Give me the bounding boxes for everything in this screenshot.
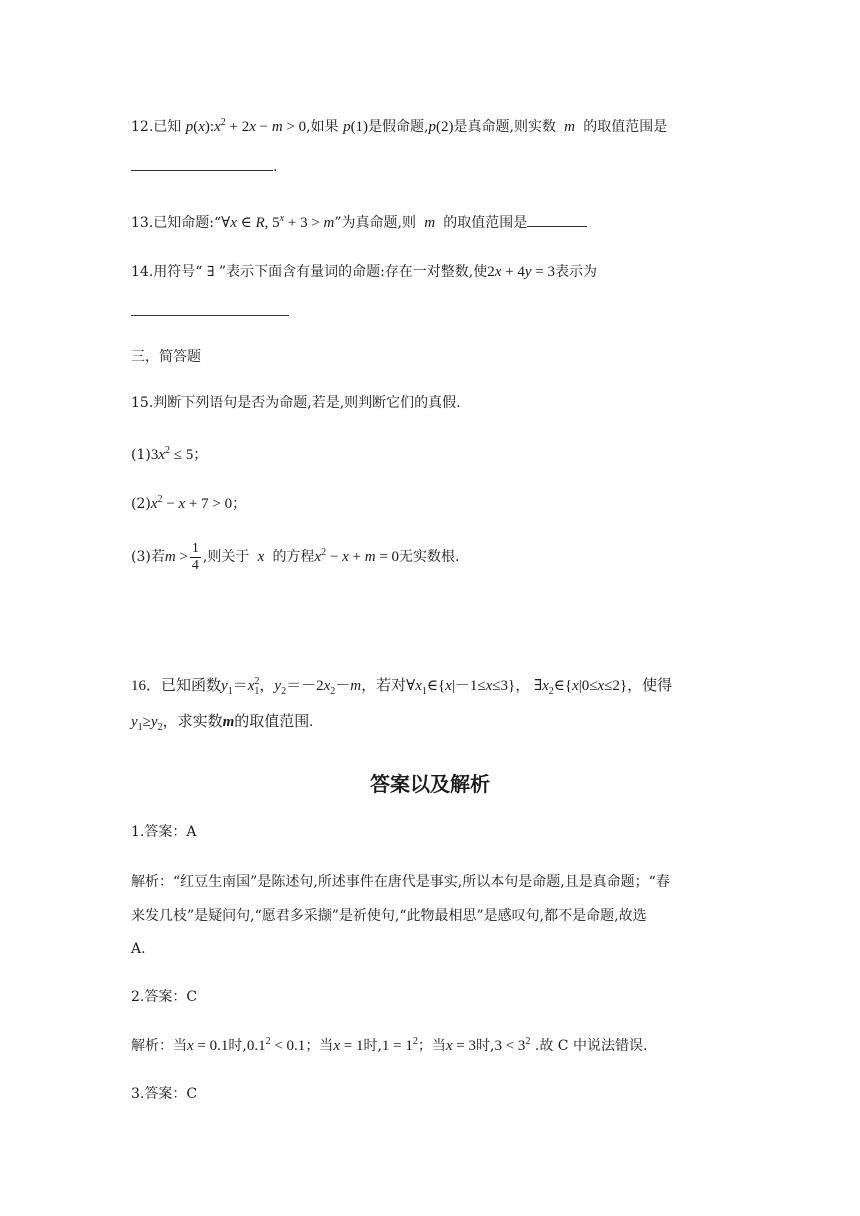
fraction: $\frac{1}{4}$ [191, 541, 199, 574]
math-expression: $3x^2 \le 5$ [150, 445, 194, 463]
answer-blank-row [131, 301, 289, 322]
question-text: 已知 [153, 119, 182, 135]
question-15-part-2: $(2)x^2 - x + 7 > 0$； [131, 494, 247, 512]
math-expression: $x^2 - x + 7 > 0$ [150, 494, 233, 512]
math-expression: $y_1=x^2_1$，$y_2=-2x_2-m$ [221, 676, 362, 697]
math-expression: m > $\frac{1}{4}$ [164, 541, 199, 574]
answer-1-label: 1.答案：A [131, 824, 197, 840]
math-expression: p(1) [343, 119, 369, 135]
math-expression: x = 1 [333, 1038, 364, 1054]
question-13: 13.已知命题:“∀x ∈ R, $5^x + 3 > m$”为真命题,则 m 的取值范围是 [131, 212, 587, 233]
math-variable: x [253, 549, 268, 565]
answer-1-explanation-line-3: A. [131, 941, 146, 957]
math-expression: $\exists x_2\in\{x|0\le x\le 2\}$ [533, 678, 628, 697]
math-expression: $3 < 3^2$ [494, 1036, 531, 1054]
math-expression: $p(x):x^2 + 2x - m > 0$ [185, 117, 307, 135]
math-expression: x = 3 [445, 1038, 477, 1054]
math-variable: m [560, 119, 579, 135]
math-expression: ∀x ∈ R, $5^x + 3 > m$ [221, 213, 335, 231]
question-15-part-3: (3)若m > $\frac{1}{4}$ ,则关于 x 的方程$x^2 - x + m = 0$无实数根. [131, 541, 460, 574]
answer-blank-row: . [131, 156, 277, 177]
question-number: 12. [131, 119, 154, 135]
question-15-stem: 15.判断下列语句是否为命题,若是,则判断它们的真假. [131, 395, 461, 411]
math-variable: m [420, 215, 439, 231]
answers-title: 答案以及解析 [370, 772, 490, 796]
answer-3-label: 3.答案：C [131, 1086, 198, 1102]
question-16-line-1: 16．已知函数$y_1=x^2_1$，$y_2=-2x_2-m$，若对$\forall x_1\in\{x|-1\le x\le 3\}$， $\exists x_2\in\{x|0\le x\le 2\}$，使得 [131, 676, 673, 697]
question-number: 14. [131, 264, 154, 280]
answer-2-label: 2.答案：C [131, 989, 198, 1005]
math-variable: m [222, 714, 235, 730]
math-expression: x = 0.1 [187, 1038, 229, 1054]
answer-blank[interactable] [527, 212, 587, 227]
math-expression: $y_1\ge y_2$ [131, 714, 163, 733]
math-expression: $\forall x_1\in\{x|-1\le x\le 3\}$ [406, 678, 516, 697]
question-12: 12.已知 $p(x):x^2 + 2x - m > 0$,如果 p(1)是假命题,p(2)是真命题,则实数 m 的取值范围是 [131, 117, 668, 135]
math-expression: $0.1^2 < 0.1$ [246, 1036, 306, 1054]
question-number: 13. [131, 215, 154, 231]
question-16-line-2: $y_1\ge y_2$，求实数m的取值范围. [131, 714, 314, 733]
answer-1-explanation-line-2: 来发几枝”是疑问句,“愿君多采撷”是祈使句,“此物最相思”是感叹句,都不是命题,故选 [131, 908, 647, 924]
math-expression: 2x + 4y = 3 [487, 264, 556, 280]
answer-blank[interactable] [131, 301, 289, 316]
math-expression: $x^2 - x + m = 0$ [314, 547, 400, 565]
math-expression: p(2) [428, 119, 454, 135]
section-heading: 三，简答题 [131, 349, 201, 365]
answer-blank[interactable] [131, 156, 273, 171]
answer-1-explanation-line-1: 解析：“红豆生南国”是陈述句,所述事件在唐代是事实,所以本句是命题,且是真命题；“春 [131, 874, 670, 890]
question-14: 14.用符号“ ∃ ”表示下面含有量词的命题:存在一对整数,使2x + 4y = 3表示为 [131, 264, 598, 280]
answer-2-explanation: 解析：当x = 0.1时$,0.1^2 < 0.1$；当x = 1时$,1 = 1^2$；当x = 3时$,3 < 3^2$ .故 C 中说法错误. [131, 1036, 648, 1054]
question-15-part-1: $(1)3x^2 \le 5$； [131, 445, 208, 463]
math-expression: $1 = 1^2$ [381, 1036, 418, 1054]
